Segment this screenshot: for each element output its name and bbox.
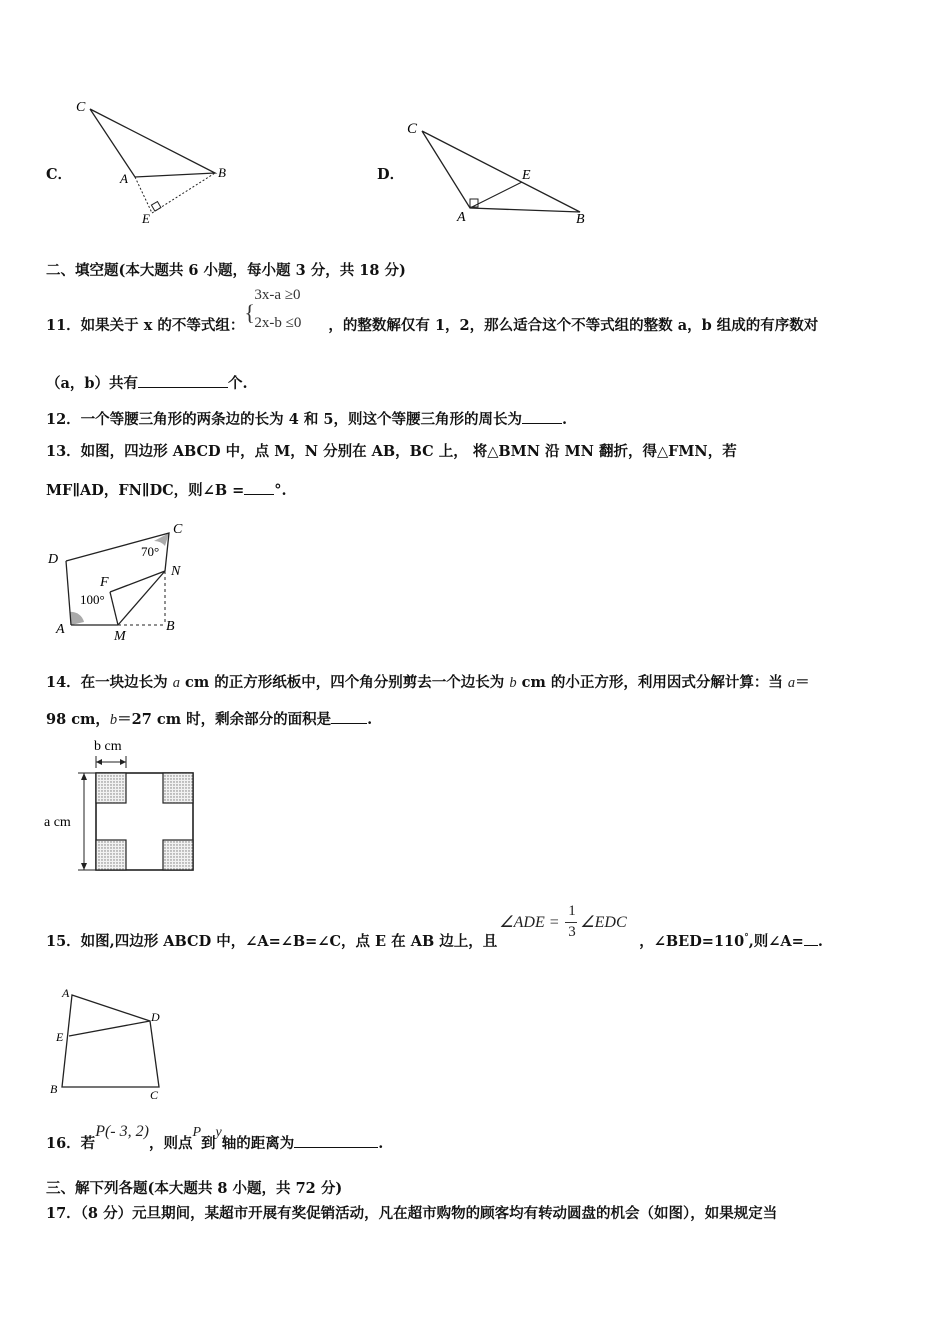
q15-frac-denominator: 3 [568,924,576,940]
q11-ineq-2: 2x-b ≤0 [254,315,302,331]
q15-end: . [817,933,823,950]
q11-answer-blank[interactable] [138,373,228,388]
label-c: C [76,100,86,115]
q14-text-3: cm 的小正方形，利用因式分解计算：当 [516,674,788,691]
question-11 [46,287,819,335]
segment-fn [110,571,165,592]
right-angle-mark [151,202,161,212]
segment-ed [69,1021,150,1036]
section-3-heading: 三、解下列各题(本大题共 8 小题，共 72 分) [46,1180,343,1197]
q15-suffix-b: ,则∠A= [748,933,804,950]
q15-prefix: 15．如图,四边形 ABCD 中，∠A=∠B=∠C，点 E 在 AB 边上，且 [46,933,498,950]
q16-mid-3: 轴的距离为 [221,1135,295,1152]
label-c: C [173,522,183,537]
q15-degree: ° [744,933,749,944]
q14-text-4: ＝ [795,674,810,691]
q12-end: . [562,411,568,428]
q14-text-1: 14．在一块边长为 [46,674,173,691]
q16-end: . [378,1135,384,1152]
label-a-cm: a cm [44,815,71,830]
q14-var-b: b [509,675,517,691]
q14-var-a-2: a [787,675,796,691]
figure-option-d [400,115,600,230]
q14-var-b-2: b [109,712,118,728]
q16-var-y: y [215,1125,222,1140]
figure-q15 [44,983,174,1103]
label-b: B [166,619,175,634]
question-13-line-1: 13．如图，四边形 ABCD 中，点 M，N 分别在 AB，BC 上， 将△BMN 沿 MN 翻折，得△FMN，若 [46,443,737,460]
label-m: M [114,629,126,644]
q11-line2-suffix: 个. [228,375,248,392]
q11-prefix: 11．如果关于 x 的不等式组： [46,317,245,334]
figure-q13 [44,518,194,648]
label-angle-a: 100° [80,592,105,607]
dotted-ae [135,177,152,213]
label-b: B [576,212,585,227]
left-brace: { [244,300,255,325]
q11-inequality-system [244,287,328,331]
q12-answer-blank[interactable] [522,409,562,424]
label-a: A [62,986,70,1000]
q15-angle-equation [497,903,639,946]
triangle-cab [422,131,580,212]
q14-answer-blank[interactable] [331,709,367,724]
label-d: D [151,1010,160,1024]
angle-a-shade [70,612,84,625]
q15-math-right: ∠EDC [580,914,627,931]
q16-var-p: P [192,1125,202,1140]
question-13-line-2 [46,480,287,500]
corner-square-bl [96,840,126,870]
label-a: A [56,622,65,637]
label-b: B [218,165,226,180]
question-12 [46,409,567,429]
q16-answer-blank[interactable] [294,1133,378,1148]
section-2-heading: 二、填空题(本大题共 6 小题，每小题 3 分，共 18 分) [46,262,406,279]
q13-line2-prefix: MF∥AD，FN∥DC，则∠B = [46,482,245,499]
question-14-line-2 [46,709,372,729]
q14-text-6: ＝27 cm 时，剩余部分的面积是 [117,711,332,728]
label-e: E [56,1030,64,1044]
label-a: A [457,210,466,225]
question-14-line-1 [46,674,810,692]
label-b: B [50,1082,58,1096]
q11-suffix: ，的整数解仅有 1，2，那么适合这个不等式组的整数 a，b 组成的有序数对 [328,317,819,334]
label-angle-c: 70° [141,544,160,559]
corner-square-tl [96,773,126,803]
label-c: C [407,121,418,137]
side-da [66,561,71,625]
q16-mid-1: ，则点 [148,1135,193,1152]
q15-frac-numerator: 1 [568,903,576,919]
dotted-eb [152,173,215,213]
segment-mf [110,592,118,625]
q16-mid-2: 到 [201,1135,216,1152]
q13-answer-blank[interactable] [244,480,274,495]
label-c: C [150,1088,159,1102]
label-n: N [171,564,181,579]
q15-math-left: ∠ADE = [499,914,560,931]
label-f: F [100,575,109,590]
figure-option-c [70,95,240,230]
q16-point: P(- 3, 2) [95,1123,149,1140]
q11-ineq-1: 3x-a ≥0 [254,287,301,303]
q16-prefix: 16．若 [46,1135,96,1152]
question-15 [46,903,823,951]
label-a: A [120,171,128,186]
triangle-cab [90,109,215,177]
corner-square-br [163,840,193,870]
q14-end: . [367,711,373,728]
quadrilateral-abcd [62,995,159,1087]
q14-text-5: 98 cm， [46,711,110,728]
q14-var-a: a [172,675,180,691]
q12-text: 12．一个等腰三角形的两条边的长为 4 和 5，则这个等腰三角形的周长为 [46,411,522,428]
option-c-label: C． [46,166,73,183]
corner-square-tr [163,773,193,803]
q14-text-2: cm 的正方形纸板中，四个角分别剪去一个边长为 [179,674,510,691]
question-17: 17．（8 分）元旦期间，某超市开展有奖促销活动，凡在超市购物的顾客均有转动圆盘的机会（如图），如果规定当 [46,1205,778,1222]
label-b-cm: b cm [94,739,122,754]
q13-line2-suffix: °. [274,482,287,499]
q15-suffix-a: ，∠BED=110 [639,933,745,950]
figure-q14 [44,736,204,876]
label-e: E [142,211,150,226]
q15-answer-blank[interactable] [804,931,818,946]
question-11-line-2 [46,373,248,393]
segment-mn [118,571,165,625]
label-d: D [48,552,59,567]
question-16 [46,1123,384,1154]
option-d-label: D． [377,166,405,183]
label-e: E [522,168,531,183]
q11-line2-prefix: （a，b）共有 [46,375,139,392]
